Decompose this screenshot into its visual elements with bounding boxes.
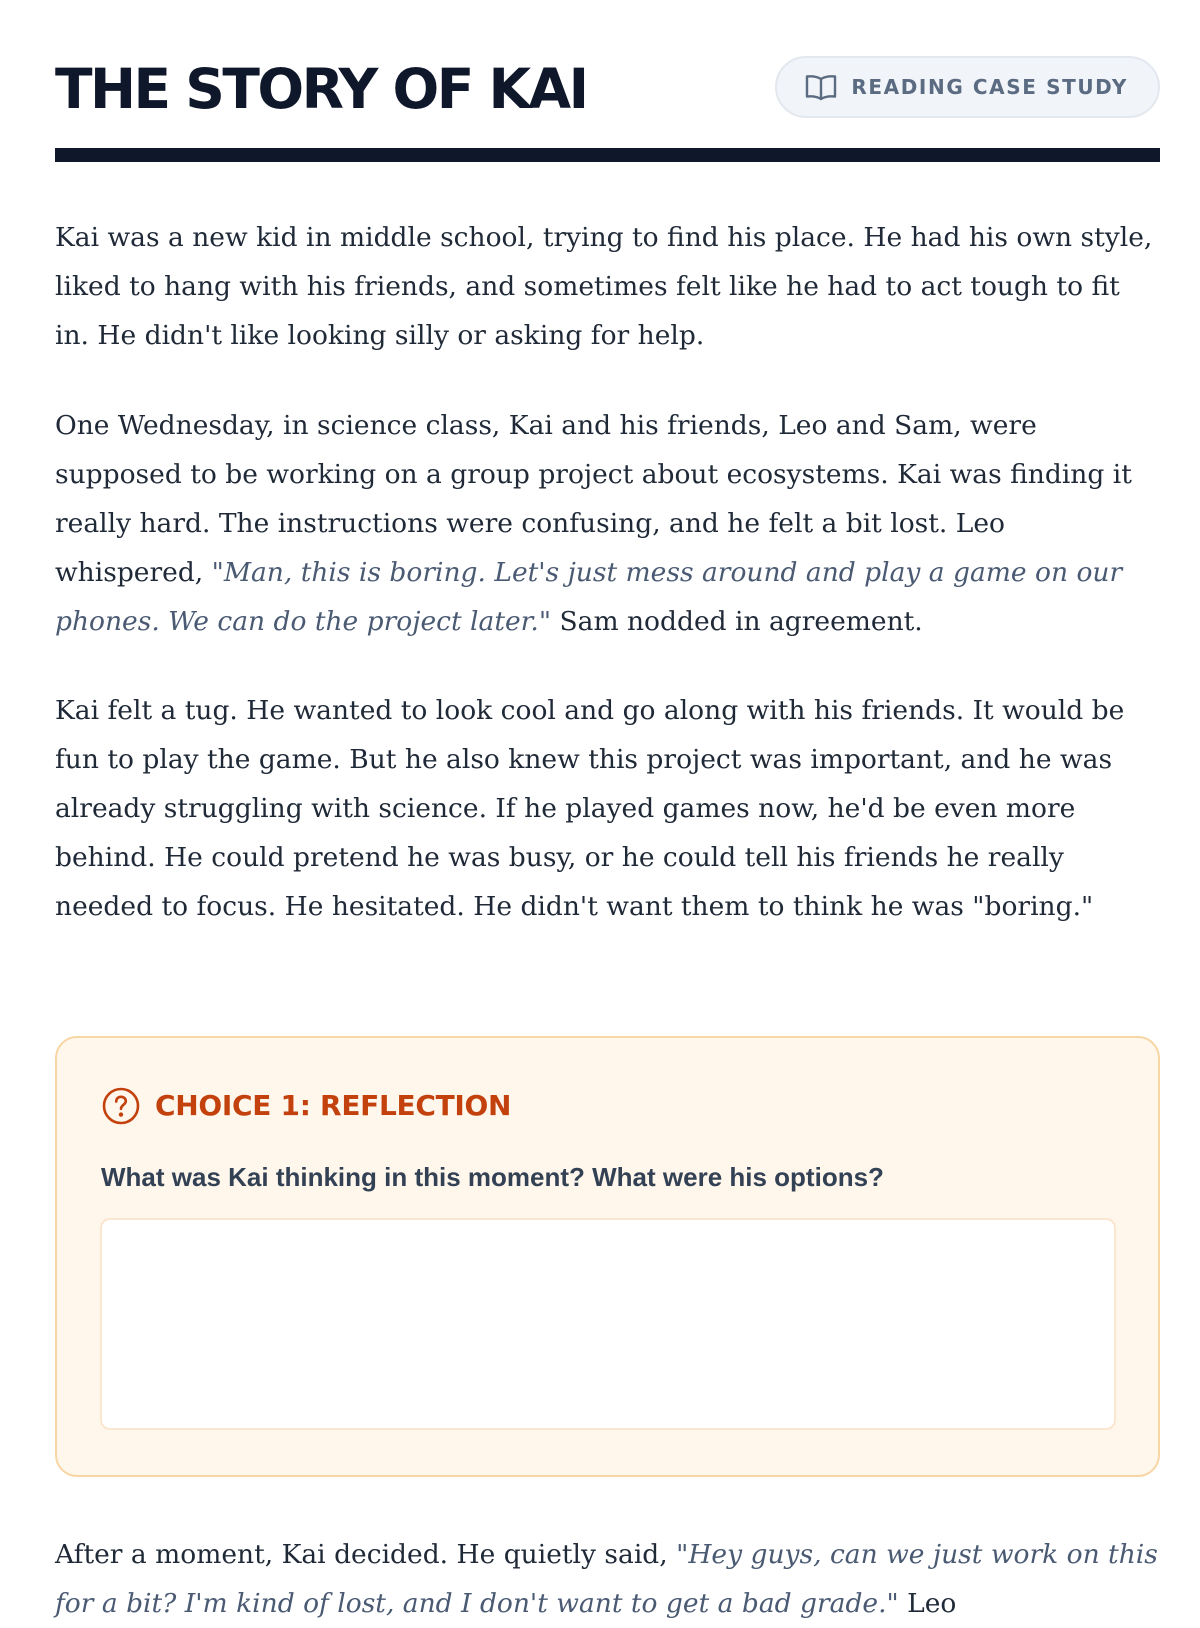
open-book-icon: [805, 73, 837, 101]
reflection-question: What was Kai thinking in this moment? What were his options?: [101, 1162, 884, 1192]
question-circle-icon: [101, 1086, 141, 1126]
story-page: [55, 0, 1160, 1619]
paragraph-4-text-after: Leo: [907, 1588, 957, 1619]
kai-quote: "Hey guys, can we just work on this for a bit? I'm kind of lost, and I don't want to get a bad grade.": [55, 1539, 1158, 1619]
leo-quote: "Man, this is boring. Let's just mess around and play a game on our phones. We can do the project later.": [55, 557, 1123, 637]
story-paragraph-4: [55, 1530, 1160, 1628]
story-paragraph-2: [55, 401, 1160, 646]
paragraph-4-text-before: After a moment, Kai decided. He quietly said,: [55, 1539, 668, 1570]
story-paragraph-1: Kai was a new kid in middle school, trying to find his place. He had his own style, liked to hang with his friends, and sometimes felt like he had to act tough to fit in. He didn't like looking silly or asking for help.: [55, 222, 1153, 351]
reading-case-study-badge: [775, 56, 1160, 118]
paragraph-2-text-before: One Wednesday, in science class, Kai and his friends, Leo and Sam, were supposed to be working on a group project about ecosystems. Kai was finding it really hard. The instructions were confusing, and he felt a bit lost. Leo whispered,: [55, 410, 1132, 588]
reflection-title: CHOICE 1: REFLECTION: [155, 1089, 512, 1122]
reflection-answer-field[interactable]: [100, 1218, 1116, 1430]
page-title: THE STORY OF KAI: [55, 57, 587, 121]
paragraph-2-text-after: Sam nodded in agreement.: [559, 606, 923, 637]
badge-label: READING CASE STUDY: [851, 75, 1128, 99]
reflection-card-header: [101, 1081, 511, 1130]
story-paragraph-3: Kai felt a tug. He wanted to look cool and go along with his friends. It would be fun to play the game. But he also knew this project was important, and he was already struggling with science. If he played games now, he'd be even more behind. He could pretend he was busy, or he could tell his friends he really needed to focus. He hesitated. He didn't want them to think he was "boring.": [55, 695, 1125, 922]
page-header: [55, 0, 1160, 162]
header-divider: [55, 148, 1160, 162]
reflection-card: [55, 1036, 1160, 1477]
